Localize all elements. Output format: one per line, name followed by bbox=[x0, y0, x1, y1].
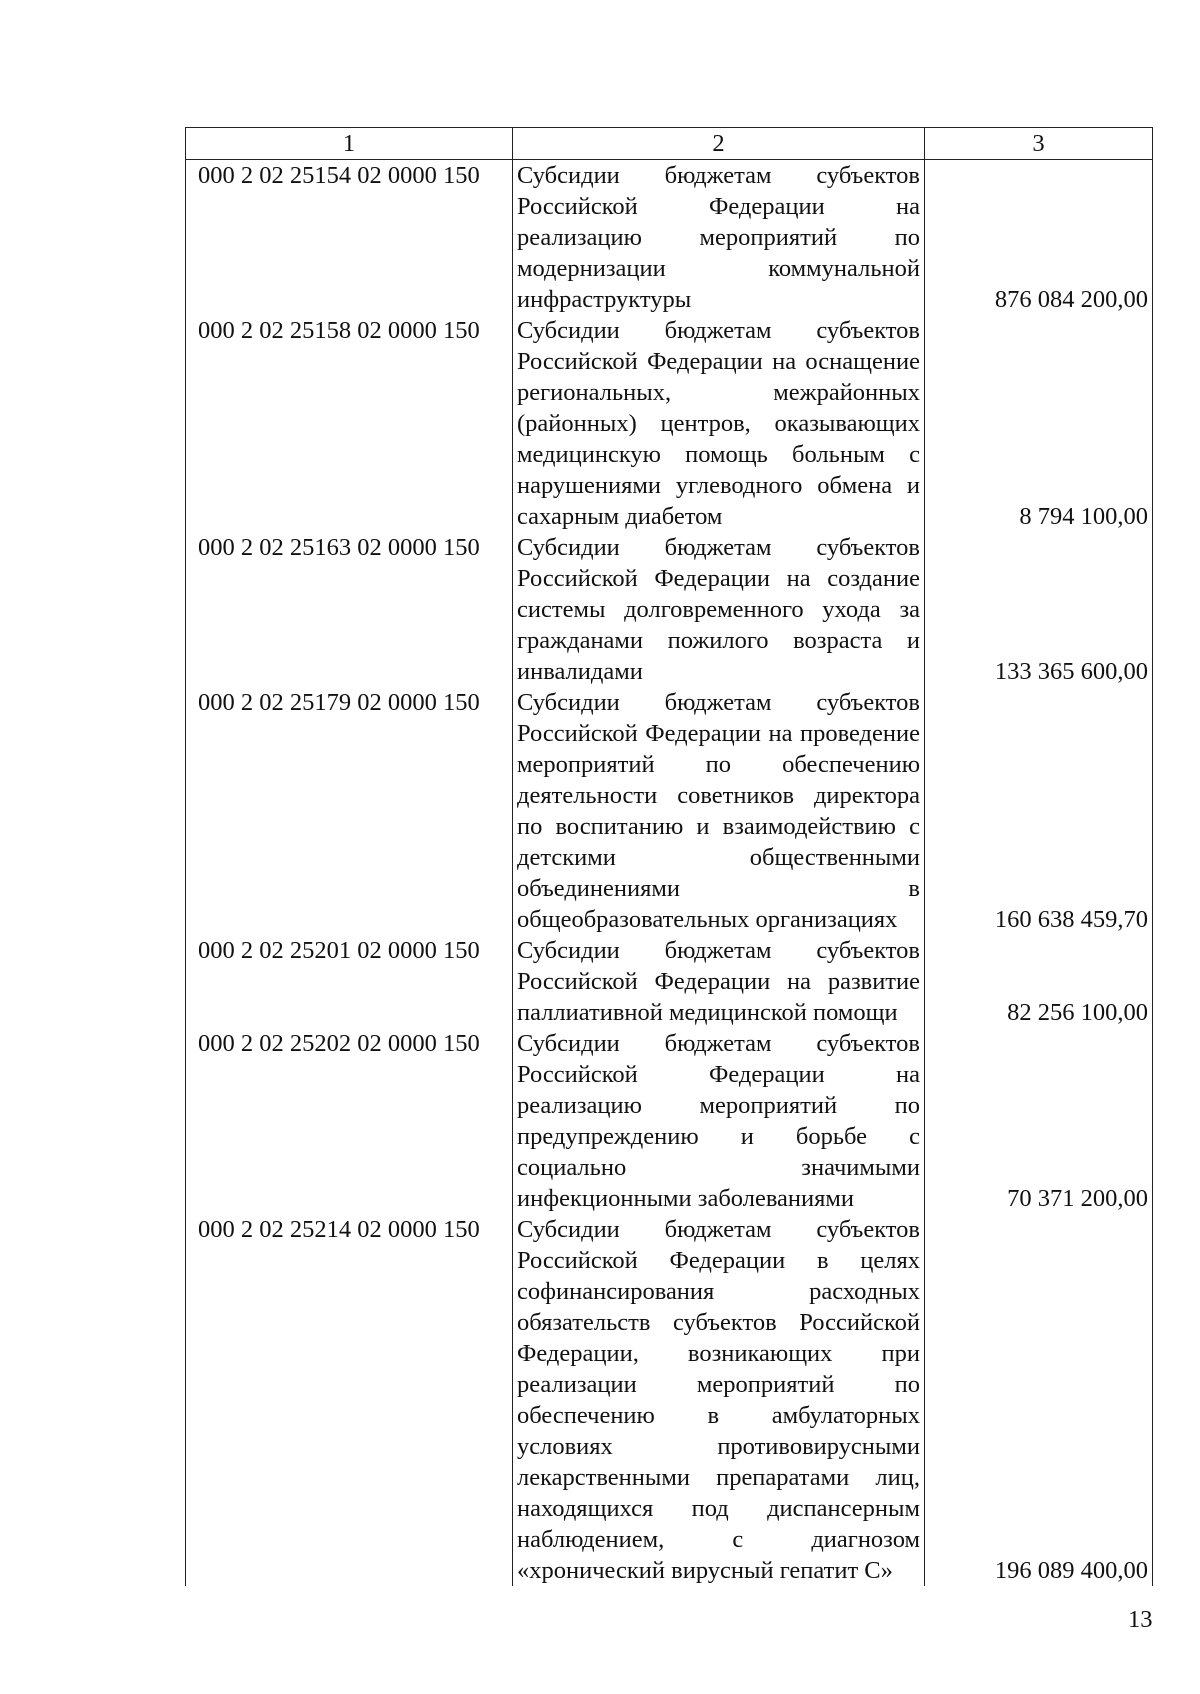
budget-code: 000 2 02 25202 02 0000 150 bbox=[186, 1028, 513, 1214]
budget-code: 000 2 02 25158 02 0000 150 bbox=[186, 315, 513, 532]
budget-code: 000 2 02 25163 02 0000 150 bbox=[186, 532, 513, 687]
table-header-row bbox=[186, 128, 1153, 160]
subsidy-amount: 70 371 200,00 bbox=[925, 1028, 1153, 1214]
subsidy-amount: 876 084 200,00 bbox=[925, 160, 1153, 316]
column-header-3: 3 bbox=[925, 128, 1153, 160]
subsidy-amount: 160 638 459,70 bbox=[925, 687, 1153, 935]
subsidy-amount: 82 256 100,00 bbox=[925, 935, 1153, 1028]
budget-code: 000 2 02 25154 02 0000 150 bbox=[186, 160, 513, 316]
subsidy-description: Субсидии бюджетам субъектов Российской Федерации на проведение мероприятий по обеспечению деятельности советников директора по воспитанию и взаимодействию с детскими общественными объединениями в общеобразовательных организациях bbox=[513, 687, 925, 935]
table-row bbox=[186, 687, 1153, 935]
subsidy-amount: 8 794 100,00 bbox=[925, 315, 1153, 532]
budget-code: 000 2 02 25179 02 0000 150 bbox=[186, 687, 513, 935]
table-row bbox=[186, 1028, 1153, 1214]
table-row bbox=[186, 935, 1153, 1028]
subsidy-description: Субсидии бюджетам субъектов Российской Федерации на реализацию мероприятий по модернизации коммунальной инфраструктуры bbox=[513, 160, 925, 316]
subsidy-description: Субсидии бюджетам субъектов Российской Федерации на создание системы долговременного ухода за гражданами пожилого возраста и инвалидами bbox=[513, 532, 925, 687]
subsidy-description: Субсидии бюджетам субъектов Российской Федерации на развитие паллиативной медицинской помощи bbox=[513, 935, 925, 1028]
table-row bbox=[186, 532, 1153, 687]
table-row bbox=[186, 160, 1153, 316]
budget-code: 000 2 02 25214 02 0000 150 bbox=[186, 1214, 513, 1586]
subsidy-description: Субсидии бюджетам субъектов Российской Федерации в целях софинансирования расходных обязательств субъектов Российской Федерации, возникающих при реализации мероприятий по обеспечению в амбулаторных условиях противовирусными лекарственными препаратами лиц, находящихся под диспансерным наблюдением, с диагнозом «хронический вирусный гепатит С» bbox=[513, 1214, 925, 1586]
subsidy-description: Субсидии бюджетам субъектов Российской Федерации на реализацию мероприятий по предупреждению и борьбе с социально значимыми инфекционными заболеваниями bbox=[513, 1028, 925, 1214]
subsidy-amount: 196 089 400,00 bbox=[925, 1214, 1153, 1586]
budget-code: 000 2 02 25201 02 0000 150 bbox=[186, 935, 513, 1028]
table-row bbox=[186, 1214, 1153, 1586]
subsidy-description: Субсидии бюджетам субъектов Российской Федерации на оснащение региональных, межрайонных (районных) центров, оказывающих медицинскую помощь больным с нарушениями углеводного обмена и сахарным диабетом bbox=[513, 315, 925, 532]
table-row bbox=[186, 315, 1153, 532]
budget-revenue-table bbox=[185, 127, 1153, 1586]
column-header-1: 1 bbox=[186, 128, 513, 160]
page-number: 13 bbox=[1128, 1606, 1153, 1633]
column-header-2: 2 bbox=[513, 128, 925, 160]
subsidy-amount: 133 365 600,00 bbox=[925, 532, 1153, 687]
